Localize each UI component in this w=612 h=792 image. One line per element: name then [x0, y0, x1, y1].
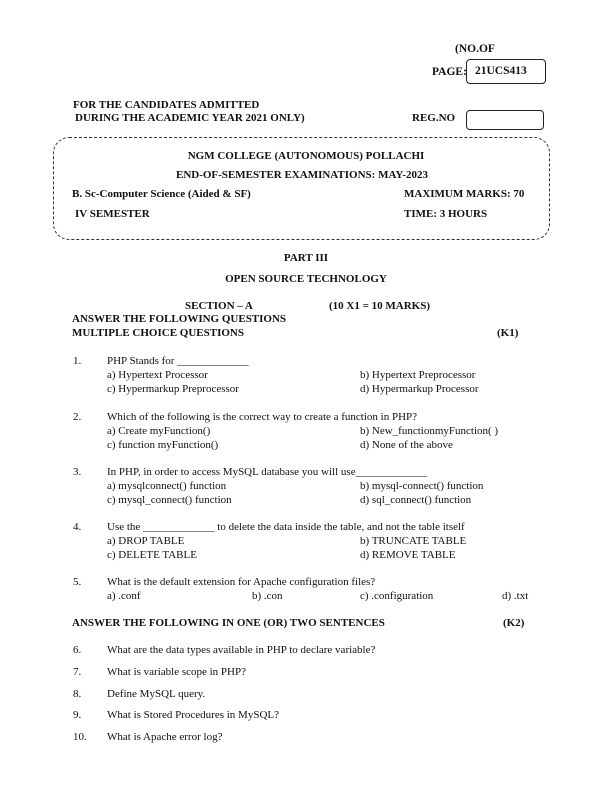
reg-no-field[interactable] [466, 110, 544, 130]
instruction-mcq: MULTIPLE CHOICE QUESTIONS [72, 327, 244, 339]
question-number: 6. [73, 644, 82, 656]
question-text: What is Apache error log? [107, 731, 223, 743]
question-text: Use the _____________ to delete the data inside the table, and not the table itself [107, 521, 465, 533]
program-name: B. Sc-Computer Science (Aided & SF) [72, 188, 251, 200]
candidates-line-2: DURING THE ACADEMIC YEAR 2021 ONLY) [75, 112, 305, 124]
question-number: 10. [73, 731, 87, 743]
option-d: d) REMOVE TABLE [360, 549, 456, 561]
question-text: PHP Stands for _____________ [107, 355, 249, 367]
option-c: c) mysql_connect() function [107, 494, 232, 506]
option-a: a) Create myFunction() [107, 425, 211, 437]
option-c: c) .configuration [360, 590, 434, 602]
college-name: NGM COLLEGE (AUTONOMOUS) POLLACHI [187, 150, 425, 162]
option-b: b) mysql-connect() function [360, 480, 484, 492]
question-text: What are the data types available in PHP to declare variable? [107, 644, 376, 656]
option-d: d) Hypermarkup Processor [360, 383, 479, 395]
option-b: b) New_functionmyFunction( ) [360, 425, 499, 437]
question-text: What is the default extension for Apache configuration files? [107, 576, 376, 588]
page-label: PAGE: [432, 66, 467, 78]
option-a: a) mysqlconnect() function [107, 480, 227, 492]
section-marks: (10 X1 = 10 MARKS) [329, 300, 430, 312]
question-number: 9. [73, 709, 82, 721]
question-number: 1. [73, 355, 82, 367]
k2-label: (K2) [503, 617, 525, 629]
option-a: a) .conf [107, 590, 141, 602]
question-number: 2. [73, 411, 82, 423]
question-number: 8. [73, 688, 82, 700]
option-d: d) sql_connect() function [360, 494, 472, 506]
course-code-box [466, 59, 546, 84]
question-number: 4. [73, 521, 82, 533]
subject-title: OPEN SOURCE TECHNOLOGY [225, 273, 387, 285]
option-b: b) Hypertext Preprocessor [360, 369, 476, 381]
question-text: What is variable scope in PHP? [107, 666, 246, 678]
reg-no-label: REG.NO [412, 112, 456, 124]
k1-label: (K1) [497, 327, 519, 339]
question-text: What is Stored Procedures in MySQL? [107, 709, 279, 721]
section-title: SECTION – A [185, 300, 253, 312]
no-of-label: (NO.OF [455, 43, 495, 55]
option-c: c) function myFunction() [107, 439, 219, 451]
question-text: In PHP, in order to access MySQL database you will use_____________ [107, 466, 428, 478]
option-a: a) DROP TABLE [107, 535, 185, 547]
option-b: b) .con [252, 590, 283, 602]
exam-title: END-OF-SEMESTER EXAMINATIONS: MAY-2023 [175, 169, 428, 181]
option-d: d) None of the above [360, 439, 453, 451]
course-code: 21UCS413 [475, 65, 527, 77]
candidates-line-1: FOR THE CANDIDATES ADMITTED [73, 99, 260, 111]
question-number: 5. [73, 576, 82, 588]
exam-time: TIME: 3 HOURS [404, 208, 488, 220]
option-a: a) Hypertext Processor [107, 369, 208, 381]
instruction-answer: ANSWER THE FOLLOWING QUESTIONS [72, 313, 287, 325]
question-number: 3. [73, 466, 82, 478]
question-text: Define MySQL query. [107, 688, 206, 700]
option-b: b) TRUNCATE TABLE [360, 535, 467, 547]
instruction-short-answer: ANSWER THE FOLLOWING IN ONE (OR) TWO SENTENCES [72, 617, 385, 629]
option-c: c) Hypermarkup Preprocessor [107, 383, 239, 395]
max-marks: MAXIMUM MARKS: 70 [404, 188, 525, 200]
semester: IV SEMESTER [75, 208, 150, 220]
option-c: c) DELETE TABLE [107, 549, 197, 561]
option-d: d) .txt [502, 590, 529, 602]
question-number: 7. [73, 666, 82, 678]
question-text: Which of the following is the correct way to create a function in PHP? [107, 411, 418, 423]
part-title: PART III [283, 252, 329, 264]
